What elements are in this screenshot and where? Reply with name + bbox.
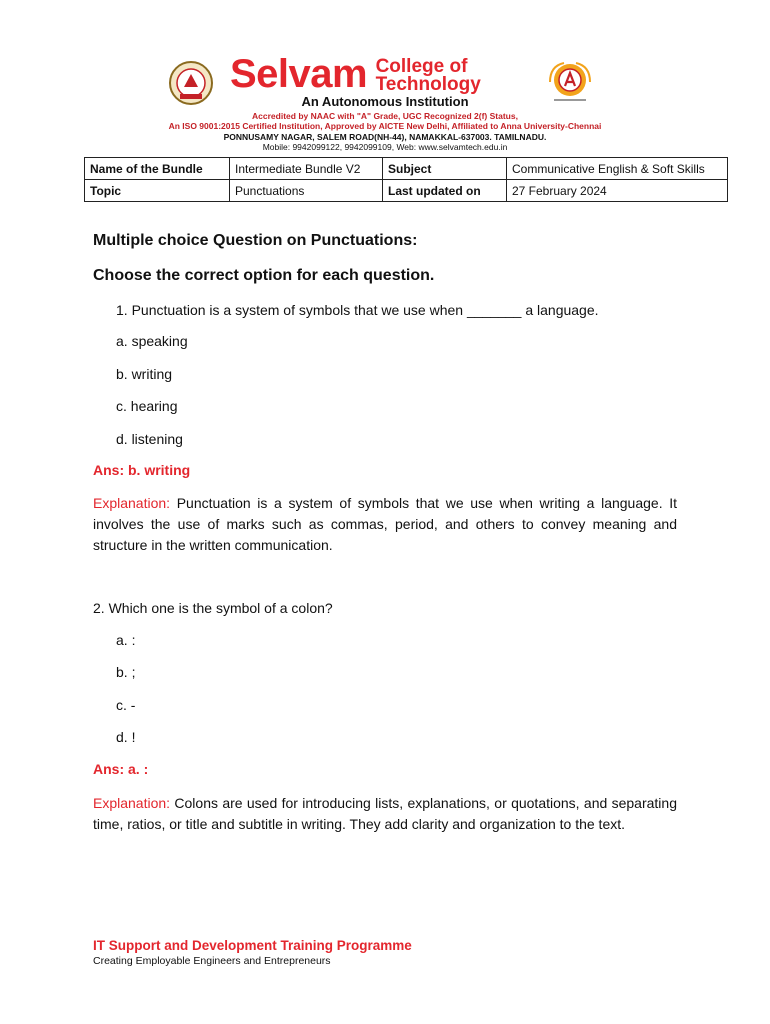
accreditation-line: Accredited by NAAC with "A" Grade, UGC Recognized 2(f) Status, — [252, 111, 518, 121]
brand-line-1: College of — [375, 56, 468, 77]
contact-line: Mobile: 9942099122, 9942099109, Web: www.selvamtech.edu.in — [262, 142, 508, 152]
topic-label: Topic — [85, 180, 230, 202]
q1-option-d: d. listening — [116, 431, 183, 447]
instruction: Choose the correct option for each question. — [93, 267, 435, 284]
updated-value: 27 February 2024 — [507, 180, 728, 202]
updated-label: Last updated on — [383, 180, 507, 202]
q1-explanation-text: Punctuation is a system of symbols that we use when writing a language. It involves the use of marks such as commas, period, and others to convey meaning and structure in the written communication. — [93, 495, 677, 553]
bundle-label: Name of the Bundle — [85, 158, 230, 180]
college-brand — [230, 54, 481, 94]
q1-option-c: c. hearing — [116, 398, 178, 414]
table-row — [85, 180, 728, 202]
brand-subtitle — [376, 58, 481, 94]
bundle-value: Intermediate Bundle V2 — [230, 158, 383, 180]
footer-subtitle: Creating Employable Engineers and Entrepreneurs — [93, 955, 331, 967]
letterhead — [0, 50, 770, 150]
q1-option-b: b. writing — [116, 366, 173, 382]
subject-label: Subject — [383, 158, 507, 180]
q2-answer: Ans: a. : — [93, 761, 149, 777]
bundle-info-table — [84, 157, 728, 202]
footer-title: IT Support and Development Training Programme — [93, 938, 412, 953]
q2-option-a: a. : — [116, 632, 136, 648]
q2-explanation-text: Colons are used for introducing lists, explanations, or quotations, and separating time, ratios, or title and subtitle in writing. They add clarity and organization to the text. — [93, 795, 677, 832]
subject-value: Communicative English & Soft Skills — [507, 158, 728, 180]
question-2: 2. Which one is the symbol of a colon? — [93, 600, 333, 616]
q1-explanation-label: Explanation: — [93, 495, 171, 511]
q2-explanation — [93, 793, 677, 835]
q1-answer: Ans: b. writing — [93, 462, 191, 478]
q2-option-c: c. - — [116, 697, 136, 713]
page-title: Multiple choice Question on Punctuations: — [93, 232, 418, 249]
question-1: 1. Punctuation is a system of symbols that we use when _______ a language. — [116, 302, 599, 318]
table-row — [85, 158, 728, 180]
q2-option-b: b. ; — [116, 664, 136, 680]
brand-line-2: Technology — [375, 74, 481, 95]
topic-value: Punctuations — [230, 180, 383, 202]
brand-name: Selvam — [230, 52, 368, 96]
q2-option-d: d. ! — [116, 729, 136, 745]
certification-line: An ISO 9001:2015 Certified Institution, Approved by AICTE New Delhi, Affiliated to Anna University-Chennai — [168, 121, 602, 131]
q1-option-a: a. speaking — [116, 333, 188, 349]
q1-explanation — [93, 493, 677, 556]
q2-explanation-label: Explanation: — [93, 795, 171, 811]
address-line: PONNUSAMY NAGAR, SALEM ROAD(NH-44), NAMAKKAL-637003. TAMILNADU. — [223, 132, 547, 142]
autonomous-line: An Autonomous Institution — [301, 94, 469, 109]
